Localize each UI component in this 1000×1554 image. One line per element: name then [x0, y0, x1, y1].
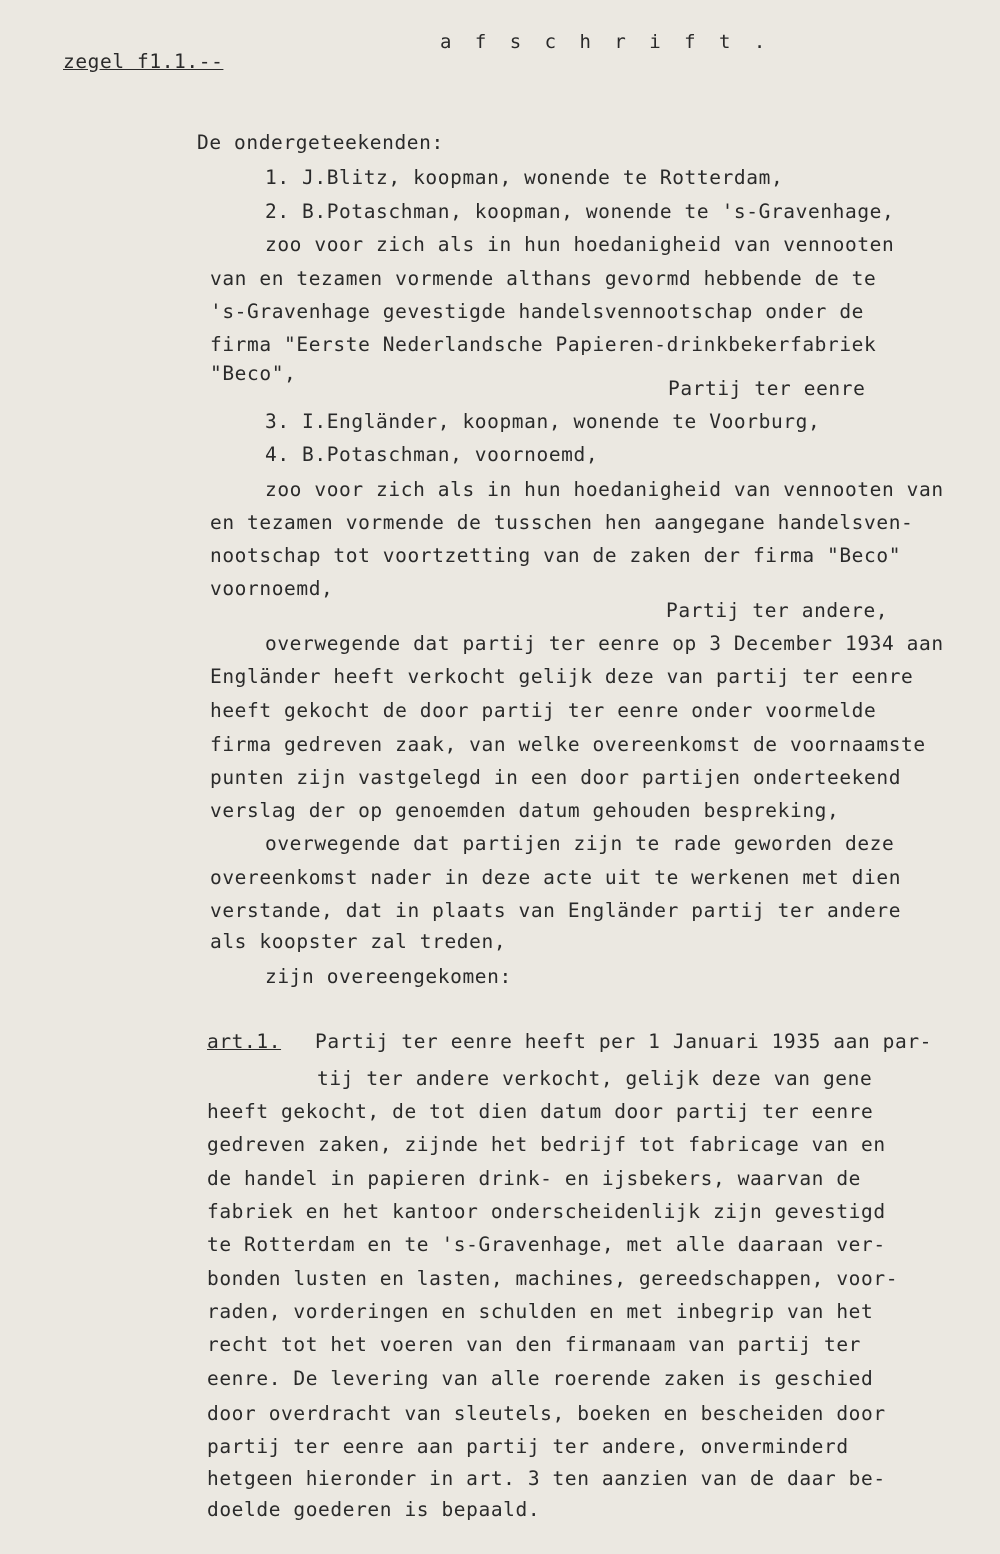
- text-line: "Beco",: [210, 362, 297, 385]
- text-line: heeft gekocht de door partij ter eenre onder voormelde: [210, 699, 877, 722]
- text-line: 2. B.Potaschman, koopman, wonende te 's-Gravenhage,: [265, 200, 895, 223]
- text-line: tij ter andere verkocht, gelijk deze van gene: [317, 1067, 873, 1090]
- text-line: partij ter eenre aan partij ter andere, onverminderd: [207, 1435, 849, 1458]
- text-line: doelde goederen is bepaald.: [207, 1498, 541, 1521]
- article-label: art.1.: [207, 1030, 282, 1053]
- text-line: en tezamen vormende de tusschen hen aangegane handelsven-: [210, 511, 914, 534]
- text-line: overwegende dat partij ter eenre op 3 December 1934 aan: [265, 632, 944, 655]
- text-line: te Rotterdam en te 's-Gravenhage, met alle daaraan ver-: [207, 1233, 886, 1256]
- text-line: door overdracht van sleutels, boeken en bescheiden door: [207, 1402, 886, 1425]
- text-line: raden, vorderingen en schulden en met inbegrip van het: [207, 1300, 874, 1323]
- text-line: zijn overeengekomen:: [265, 965, 512, 988]
- text-line: punten zijn vastgelegd in een door partijen onderteekend: [210, 766, 902, 789]
- text-line: firma "Eerste Nederlandsche Papieren-drinkbekerfabriek: [210, 333, 877, 356]
- text-line: de handel in papieren drink- en ijsbekers, waarvan de: [207, 1167, 862, 1190]
- stamp-note: zegel f1.1.--: [63, 50, 224, 73]
- text-line: zoo voor zich als in hun hoedanigheid van vennooten van: [265, 478, 944, 501]
- text-line: 's-Gravenhage gevestigde handelsvennootschap onder de: [210, 300, 865, 323]
- text-line: hetgeen hieronder in art. 3 ten aanzien van de daar be-: [207, 1467, 886, 1490]
- text-line: van en tezamen vormende althans gevormd hebbende de te: [210, 267, 877, 290]
- document-title: a f s c h r i f t .: [440, 31, 772, 53]
- text-line: 4. B.Potaschman, voornoemd,: [265, 443, 599, 466]
- text-line: bonden lusten en lasten, machines, gereedschappen, voor-: [207, 1267, 899, 1290]
- text-line: fabriek en het kantoor onderscheidenlijk zijn gevestigd: [207, 1200, 886, 1223]
- text-line: gedreven zaken, zijnde het bedrijf tot fabricage van en: [207, 1133, 886, 1156]
- text-line: voornoemd,: [210, 577, 334, 600]
- text-line: nootschap tot voortzetting van de zaken der firma "Beco": [210, 544, 902, 567]
- text-line: overwegende dat partijen zijn te rade geworden deze: [265, 832, 895, 855]
- text-line: verstande, dat in plaats van Engländer partij ter andere: [210, 899, 902, 922]
- text-line: als koopster zal treden,: [210, 930, 507, 953]
- party-label: Partij ter eenre: [668, 377, 866, 400]
- text-line: Partij ter eenre heeft per 1 Januari 1935 aan par-: [315, 1030, 932, 1053]
- text-line: 1. J.Blitz, koopman, wonende te Rotterdam,: [265, 166, 784, 189]
- text-line: 3. I.Engländer, koopman, wonende te Voorburg,: [265, 410, 821, 433]
- text-line: Engländer heeft verkocht gelijk deze van partij ter eenre: [210, 665, 914, 688]
- party-label: Partij ter andere,: [666, 599, 889, 622]
- text-line: De ondergeteekenden:: [197, 131, 444, 154]
- text-line: verslag der op genoemden datum gehouden bespreking,: [210, 799, 840, 822]
- text-line: recht tot het voeren van den firmanaam van partij ter: [207, 1333, 862, 1356]
- text-line: heeft gekocht, de tot dien datum door partij ter eenre: [207, 1100, 874, 1123]
- text-line: eenre. De levering van alle roerende zaken is geschied: [207, 1367, 874, 1390]
- text-line: zoo voor zich als in hun hoedanigheid van vennooten: [265, 233, 895, 256]
- text-line: overeenkomst nader in deze acte uit te werkenen met dien: [210, 866, 902, 889]
- text-line: firma gedreven zaak, van welke overeenkomst de voornaamste: [210, 733, 926, 756]
